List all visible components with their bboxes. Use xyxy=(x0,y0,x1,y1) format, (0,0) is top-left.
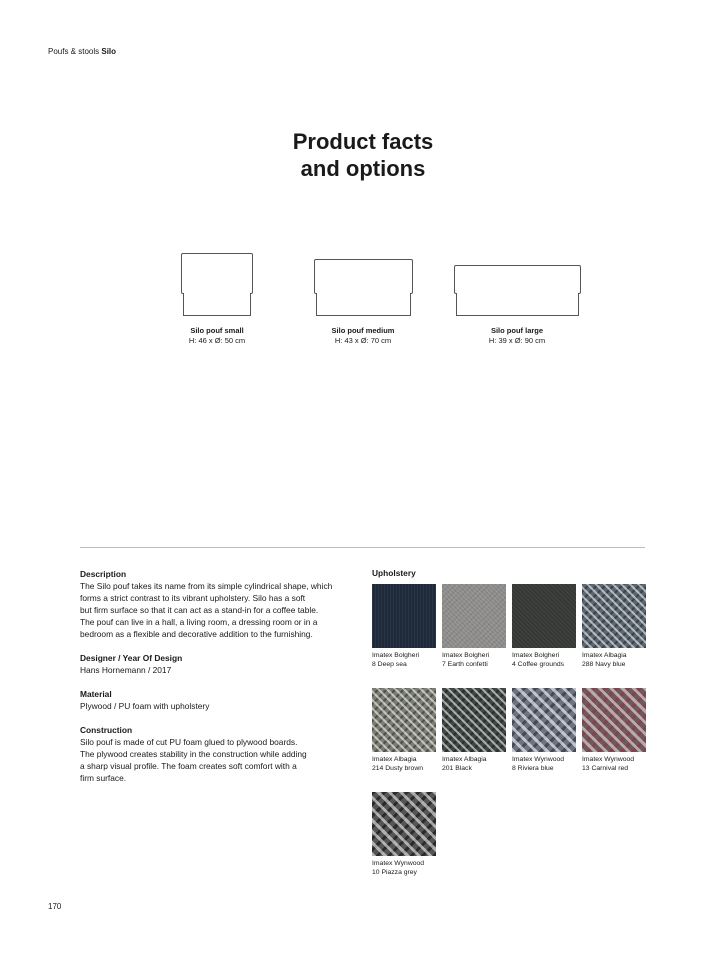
swatch-fabric: Imatex Albagia xyxy=(582,652,627,659)
swatch-color: 13 Carnival red xyxy=(582,765,629,772)
pouf-small xyxy=(157,253,277,345)
description-text: The Silo pouf takes its name from its simple cylindrical shape, which forms a strict contrast to its vibrant upholstery. Silo has a soft but firm surface so that it can act as a stand-in for a coffee table. The pouf can live in a hall, a living room, a dressing room or in a bedroom as a flexible and decorative addition to the furnishing. xyxy=(80,581,333,639)
page-number: 170 xyxy=(48,902,62,911)
swatch-tile xyxy=(512,688,576,752)
swatch-color: 8 Riviera blue xyxy=(512,765,554,772)
construction-text: Silo pouf is made of cut PU foam glued to plywood boards. The plywood creates stability in the construction while adding a sharp visual profile. The foam creates soft comfort with a firm surface. xyxy=(80,737,307,783)
swatch xyxy=(372,792,436,877)
pouf-large-name: Silo pouf large xyxy=(490,326,544,335)
pouf-medium-drawing xyxy=(314,259,413,316)
pouf-medium-dims: H: 43 x Ø: 70 cm xyxy=(334,336,392,345)
description-section xyxy=(80,568,360,640)
swatch-tile xyxy=(582,584,646,648)
pouf-medium-name: Silo pouf medium xyxy=(331,326,395,335)
swatch-tile xyxy=(442,688,506,752)
swatch xyxy=(442,584,506,669)
pouf-large-dims: H: 39 x Ø: 90 cm xyxy=(488,336,546,345)
swatch-fabric: Imatex Albagia xyxy=(442,756,487,763)
swatch-fabric: Imatex Wynwood xyxy=(512,756,565,763)
designer-heading: Designer / Year Of Design xyxy=(80,653,183,663)
pouf-small-dims: H: 46 x Ø: 50 cm xyxy=(188,336,246,345)
designer-text: Hans Hornemann / 2017 xyxy=(80,665,172,675)
page-title-line1: Product facts xyxy=(292,129,434,154)
swatch-color: 214 Dusty brown xyxy=(372,765,424,772)
swatch-fabric: Imatex Bolgheri xyxy=(372,652,420,659)
swatch-tile xyxy=(372,688,436,752)
designer-section xyxy=(80,652,360,676)
upholstery-heading: Upholstery xyxy=(372,568,416,578)
swatch-fabric: Imatex Albagia xyxy=(372,756,417,763)
description-heading: Description xyxy=(80,569,127,579)
swatch-color: 7 Earth confetti xyxy=(442,661,488,668)
swatch xyxy=(512,584,576,669)
swatch-tile xyxy=(372,792,436,856)
swatch-color: 10 Piazza grey xyxy=(372,869,417,876)
swatch xyxy=(582,688,646,773)
breadcrumb-product: Silo xyxy=(101,47,117,56)
construction-heading: Construction xyxy=(80,725,133,735)
material-text: Plywood / PU foam with upholstery xyxy=(80,701,210,711)
swatch xyxy=(442,688,506,773)
swatch xyxy=(512,688,576,773)
swatch-tile xyxy=(512,584,576,648)
swatch-tile xyxy=(582,688,646,752)
swatch-color: 288 Navy blue xyxy=(582,661,626,668)
page-title xyxy=(0,128,726,182)
swatch xyxy=(372,584,436,669)
swatch-tile xyxy=(372,584,436,648)
section-divider xyxy=(80,547,645,548)
pouf-small-name: Silo pouf small xyxy=(190,326,244,335)
pouf-large-drawing xyxy=(454,265,581,316)
swatch-color: 8 Deep sea xyxy=(372,661,407,668)
construction-section xyxy=(80,724,360,784)
swatch-tile xyxy=(442,584,506,648)
material-section xyxy=(80,688,360,712)
material-heading: Material xyxy=(80,689,112,699)
swatch-fabric: Imatex Bolgheri xyxy=(512,652,560,659)
swatch-color: 4 Coffee grounds xyxy=(512,661,565,668)
breadcrumb-category: Poufs & stools xyxy=(48,47,100,56)
pouf-medium xyxy=(293,259,433,345)
swatch xyxy=(372,688,436,773)
swatch xyxy=(582,584,646,669)
swatch-color: 201 Black xyxy=(442,765,472,772)
breadcrumb xyxy=(48,47,116,56)
pouf-small-drawing xyxy=(181,253,253,316)
swatch-fabric: Imatex Bolgheri xyxy=(442,652,490,659)
page-title-line2: and options xyxy=(300,156,426,181)
swatch-fabric: Imatex Wynwood xyxy=(582,756,635,763)
product-info xyxy=(80,568,360,796)
pouf-large xyxy=(447,265,587,345)
swatch-fabric: Imatex Wynwood xyxy=(372,860,425,867)
